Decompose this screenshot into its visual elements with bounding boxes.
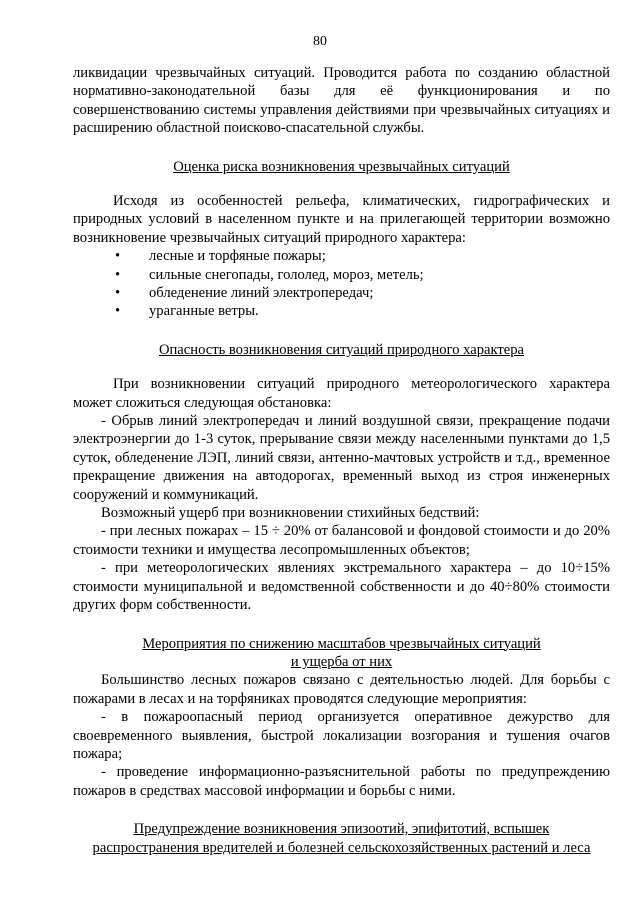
mitigation-paragraph: Большинство лесных пожаров связано с деятельностью людей. Для борьбы с пожарами в лесах и на торфяниках проводятся следующие мероприятия: [73, 672, 610, 707]
natural-hazards-paragraph: При возникновении ситуаций природного метеорологического характера может сложиться следующая обстановка: [73, 376, 610, 411]
forest-fire-damage-paragraph: - при лесных пожарах – 15 ÷ 20% от балансовой и фондовой стоимости и до 20% стоимости техники и имущества лесопромышленных объектов; [73, 523, 610, 558]
info-campaign-paragraph: - проведение информационно-разъяснительной работы по предупреждению пожаров в средствах массовой информации и борьбы с ними. [73, 764, 610, 799]
meteorological-damage-paragraph: - при метеорологических явлениях экстремального характера – до 10÷15% стоимости муниципальной и ведомственной собственности и до 40÷80% стоимости других форм собственности. [73, 560, 610, 614]
section-heading-epizootics: Предупреждение возникновения эпизоотий, эпифитотий, вспышек [133, 821, 550, 838]
page-content [73, 64, 610, 857]
list-item: • сильные снегопады, гололед, мороз, метель; [115, 266, 424, 283]
damage-paragraph: Возможный ущерб при возникновении стихийных бедствий: [101, 505, 480, 522]
section-heading-mitigation: Мероприятия по снижению масштабов чрезвычайных ситуаций [142, 635, 541, 652]
page-number: 80 [313, 34, 327, 49]
fire-duty-paragraph: - в пожароопасный период организуется оперативное дежурство для своевременного выявления, быстрой локализации возгорания и тушения очагов пожара; [73, 709, 610, 762]
bullet-icon: • [115, 303, 121, 320]
section-heading-epizootics-line2: распространения вредителей и болезней сельскохозяйственных растений и леса [92, 839, 591, 856]
section-heading-mitigation-line2: и ущерба от них [290, 653, 393, 670]
bullet-icon: • [115, 285, 121, 302]
risk-paragraph: Исходя из особенностей рельефа, климатических, гидрографических и природных условий в населенном пункте и на прилегающей территории возможно возникновение чрезвычайных ситуаций природного характера: [73, 193, 610, 246]
section-heading-natural-hazards: Опасность возникновения ситуаций природного характера [158, 341, 525, 358]
list-item: • обледенение линий электропередач; [115, 285, 374, 302]
consequences-paragraph: - Обрыв линий электропередач и линий воздушной связи, прекращение подачи электроэнергии до 1-3 суток, прерывание связи между населенными пунктами до 1,5 суток, обледенение ЛЭП, линий связи, антенно-мачтовых устройств и т.д., временное прекращение движения на автодорогах, временный выход из строя инженерных сооружений и коммуникаций. [73, 413, 610, 503]
list-item: • лесные и торфяные пожары; [115, 248, 326, 265]
section-heading-risk-assessment: Оценка риска возникновения чрезвычайных ситуаций [173, 158, 510, 175]
hazard-list [73, 247, 610, 321]
bullet-icon: • [115, 248, 121, 265]
bullet-icon: • [115, 266, 121, 283]
intro-paragraph: ликвидации чрезвычайных ситуаций. Проводится работа по созданию областной нормативно-законодательной базы для её функционирования и по совершенствованию системы управления действиями при чрезвычайных ситуациях и расширению областной поисково-спасательной службы. [73, 65, 610, 137]
list-item: • ураганные ветры. [115, 303, 259, 320]
